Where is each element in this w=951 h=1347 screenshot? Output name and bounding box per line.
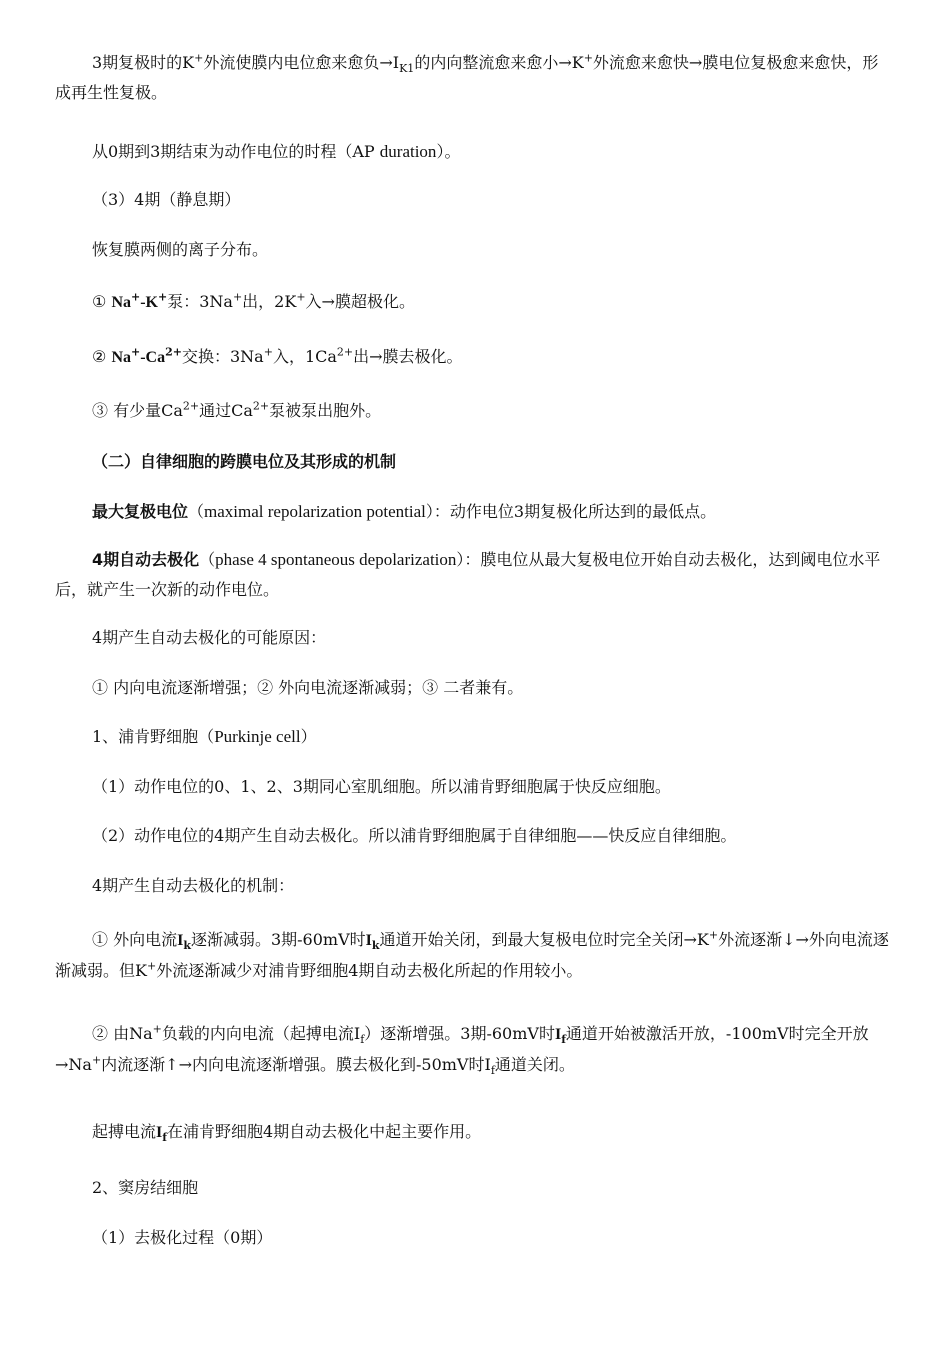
paragraph-max-repolarization: 最大复极电位（maximal repolarization potential）：动作电位3期复极化所达到的最低点。 [92, 502, 717, 521]
paragraph-purkinje-autorhythmic: （2）动作电位的4期产生自动去极化。所以浦肯野细胞属于自律细胞——快反应自律细胞。 [92, 826, 737, 845]
paragraph-causes-list: ① 内向电流逐渐增强；② 外向电流逐渐减弱；③ 二者兼有。 [92, 678, 524, 697]
paragraph-restore-ions: 恢复膜两侧的离子分布。 [92, 240, 269, 259]
list-item-na-ca-exchange: ② $Na^+-Ca^{2+}$交换：3Na+入，$1Ca^{2+}$出→膜去极化。 [92, 345, 463, 366]
heading-depolarization-phase0: （1）去极化过程（0期） [92, 1228, 273, 1247]
paragraph-inward-current-if: ② 由Na+负载的内向电流（起搏电流$I_f$）逐渐增强。3期-60mV时$I_f$通道开始被激活开放，-100mV时完全开放→Na+内流逐渐↑→内向电流逐渐增强。膜去极化到-50mV时$I_f$通道关闭。 [55, 1022, 869, 1078]
paragraph-mechanism-heading: 4期产生自动去极化的机制： [92, 876, 295, 895]
heading-sinoatrial-node: 2、窦房结细胞 [92, 1178, 199, 1197]
section-heading-autorhythmic-cells: （二）自律细胞的跨膜电位及其形成的机制 [92, 452, 397, 471]
list-item-na-k-pump: ① Na+-K+泵：3Na+出，2K+入→膜超极化。 [92, 290, 415, 311]
paragraph-possible-causes: 4期产生自动去极化的可能原因： [92, 628, 327, 647]
paragraph-ap-duration: 从0期到3期结束为动作电位的时程（AP duration）。 [92, 142, 461, 161]
heading-phase4-rest: （3）4期（静息期） [92, 190, 241, 209]
paragraph-pacemaker-current: 起搏电流$I_f$在浦肯野细胞4期自动去极化中起主要作用。 [92, 1122, 482, 1145]
paragraph-phase3-repolarization: 3期复极时的K+外流使膜内电位愈来愈负$\to I_{K1}$的内向整流愈来愈小→K+外流愈来愈快→膜电位复极愈来愈快，形成再生性复极。 [55, 51, 879, 102]
heading-purkinje-cell: 1、浦肯野细胞（Purkinje cell） [92, 727, 317, 746]
list-item-ca-pump: ③ 有少量$Ca^{2+}$通过$Ca^{2+}$泵被泵出胞外。 [92, 399, 382, 420]
paragraph-phase4-depolarization: 4期自动去极化（phase 4 spontaneous depolarization）：膜电位从最大复极电位开始自动去极化，达到阈电位水平后，就产生一次新的动作电位。 [55, 550, 881, 599]
paragraph-outward-current-ik: ① 外向电流$I_k$逐渐减弱。3期-60mV时$I_k$通道开始关闭，到最大复极电位时完全关闭→K+外流逐渐↓→外向电流逐渐减弱。但K+外流逐渐减少对浦肯野细胞4期自动去极化所起的作用较小。 [55, 928, 889, 980]
paragraph-purkinje-fast-response: （1）动作电位的0、1、2、3期同心室肌细胞。所以浦肯野细胞属于快反应细胞。 [92, 777, 671, 796]
